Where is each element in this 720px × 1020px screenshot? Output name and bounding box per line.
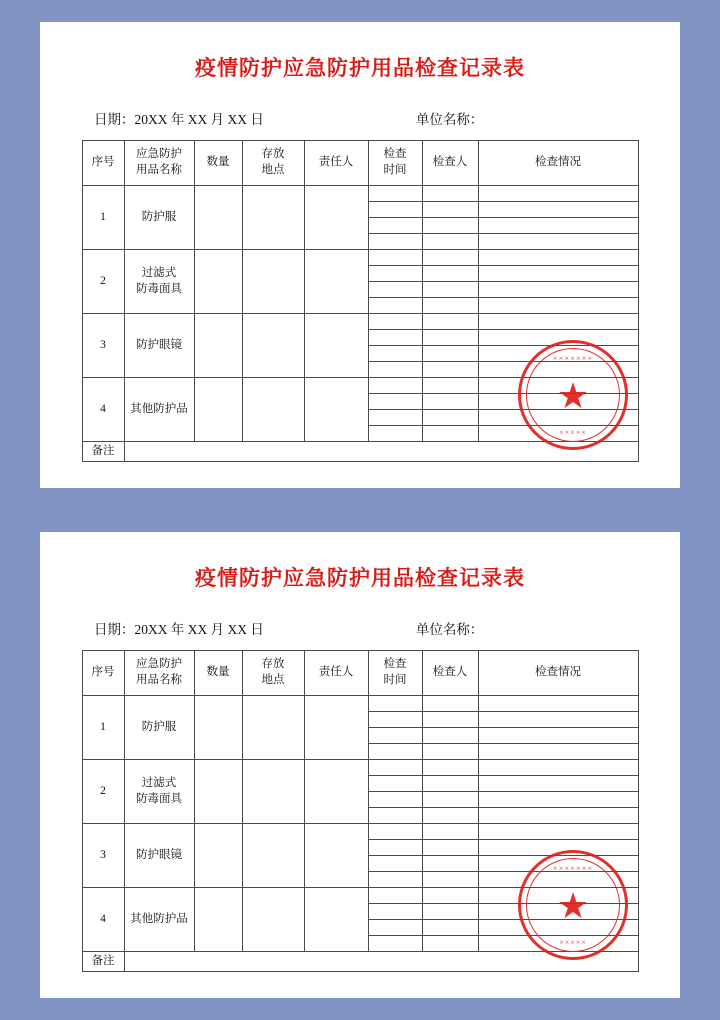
cell-condition[interactable]	[478, 394, 638, 410]
table-row	[82, 378, 638, 394]
cell-item-name	[124, 888, 194, 952]
cell-item-name	[124, 696, 194, 760]
header-cell-no	[82, 651, 124, 696]
remark-value[interactable]	[124, 442, 638, 462]
header-cell-name	[124, 651, 194, 696]
cell-item-name	[124, 824, 194, 888]
table-row	[82, 186, 638, 202]
item-name-line-2: 防毒面具	[136, 792, 182, 805]
header-line-1: 检查	[383, 148, 407, 161]
cell-inspect-time[interactable]	[368, 218, 422, 234]
cell-responsible[interactable]	[304, 888, 368, 952]
cell-condition[interactable]	[478, 266, 638, 282]
header-cell-condition	[478, 141, 638, 186]
cell-responsible[interactable]	[304, 760, 368, 824]
header-line-1: 存放	[261, 658, 285, 671]
item-name-line-1: 其他防护品	[130, 402, 188, 415]
cell-inspect-time[interactable]	[368, 776, 422, 792]
meta-row	[68, 618, 652, 638]
header-cell-inspector	[422, 141, 478, 186]
cell-inspect-time[interactable]	[368, 920, 422, 936]
cell-inspect-time[interactable]	[368, 250, 422, 266]
cell-inspector[interactable]	[422, 266, 478, 282]
cell-no: 2	[82, 760, 124, 824]
page-title: 疫情防护应急防护用品检查记录表	[195, 56, 525, 80]
cell-location[interactable]	[242, 186, 304, 250]
cell-location[interactable]	[242, 760, 304, 824]
header-line-1: 序号	[91, 666, 115, 679]
table-row	[82, 824, 638, 840]
table-body	[82, 186, 638, 462]
cell-inspector[interactable]	[422, 744, 478, 760]
cell-item-name	[124, 186, 194, 250]
table-row	[82, 696, 638, 712]
cell-inspect-time[interactable]	[368, 410, 422, 426]
header-line-2: 用品名称	[136, 164, 182, 176]
cell-inspect-time[interactable]	[368, 394, 422, 410]
cell-inspector[interactable]	[422, 378, 478, 394]
item-name-line-1: 防护服	[141, 210, 177, 223]
header-cell-location	[242, 651, 304, 696]
cell-quantity[interactable]	[194, 824, 242, 888]
seal-top-text: ×××××××	[552, 864, 594, 873]
cell-inspect-time[interactable]	[368, 202, 422, 218]
date-label: 日期：20XX 年 XX 月 XX 日	[94, 112, 264, 127]
header-line-1: 数量	[206, 666, 230, 679]
cell-item-name	[124, 314, 194, 378]
cell-condition[interactable]	[478, 792, 638, 808]
inspection-record-table	[82, 140, 639, 462]
header-cell-responsible	[304, 141, 368, 186]
header-cell-condition	[478, 651, 638, 696]
header-line-1: 责任人	[318, 666, 354, 679]
cell-condition[interactable]	[478, 856, 638, 872]
cell-condition[interactable]	[478, 426, 638, 442]
cell-condition[interactable]	[478, 202, 638, 218]
cell-condition[interactable]	[478, 696, 638, 712]
cell-item-name	[124, 250, 194, 314]
cell-inspect-time[interactable]	[368, 234, 422, 250]
cell-inspect-time[interactable]	[368, 314, 422, 330]
cell-inspect-time[interactable]	[368, 744, 422, 760]
header-line-1: 应急防护	[136, 658, 182, 671]
cell-inspect-time[interactable]	[368, 936, 422, 952]
cell-inspector[interactable]	[422, 920, 478, 936]
item-name-line-1: 过滤式	[141, 776, 177, 789]
cell-inspector[interactable]	[422, 282, 478, 298]
date-label: 日期：20XX 年 XX 月 XX 日	[94, 622, 264, 637]
cell-condition[interactable]	[478, 776, 638, 792]
header-cell-no	[82, 141, 124, 186]
cell-inspect-time[interactable]	[368, 792, 422, 808]
cell-condition[interactable]	[478, 728, 638, 744]
record-sheet-1	[40, 22, 680, 488]
cell-inspect-time[interactable]	[368, 840, 422, 856]
table-row	[82, 760, 638, 776]
remark-row	[82, 952, 638, 972]
item-name-line-1: 防护眼镜	[136, 338, 182, 351]
cell-inspector[interactable]	[422, 410, 478, 426]
header-line-1: 检查人	[432, 666, 468, 679]
cell-condition[interactable]	[478, 712, 638, 728]
remark-label: 备注	[82, 442, 124, 462]
unit-name-label: 单位名称：	[415, 112, 484, 127]
header-line-1: 检查情况	[535, 156, 581, 169]
cell-responsible[interactable]	[304, 186, 368, 250]
table-row	[82, 314, 638, 330]
cell-responsible[interactable]	[304, 824, 368, 888]
cell-inspector[interactable]	[422, 936, 478, 952]
cell-condition[interactable]	[478, 920, 638, 936]
item-name-line-1: 防护眼镜	[136, 848, 182, 861]
cell-inspector[interactable]	[422, 186, 478, 202]
cell-inspector[interactable]	[422, 696, 478, 712]
cell-condition[interactable]	[478, 218, 638, 234]
cell-inspector[interactable]	[422, 792, 478, 808]
cell-condition[interactable]	[478, 378, 638, 394]
cell-condition[interactable]	[478, 314, 638, 330]
cell-location[interactable]	[242, 824, 304, 888]
cell-condition[interactable]	[478, 744, 638, 760]
inspection-record-table	[82, 650, 639, 972]
cell-no: 3	[82, 314, 124, 378]
cell-inspect-time[interactable]	[368, 888, 422, 904]
cell-inspector[interactable]	[422, 250, 478, 266]
cell-inspect-time[interactable]	[368, 426, 422, 442]
remark-value[interactable]	[124, 952, 638, 972]
cell-inspect-time[interactable]	[368, 712, 422, 728]
star-icon: ★	[556, 886, 590, 926]
cell-responsible[interactable]	[304, 250, 368, 314]
table-body	[82, 696, 638, 972]
cell-quantity[interactable]	[194, 314, 242, 378]
cell-inspect-time[interactable]	[368, 298, 422, 314]
cell-location[interactable]	[242, 696, 304, 760]
cell-inspector[interactable]	[422, 760, 478, 776]
header-cell-inspect-time	[368, 651, 422, 696]
cell-condition[interactable]	[478, 250, 638, 266]
cell-inspector[interactable]	[422, 202, 478, 218]
cell-inspect-time[interactable]	[368, 362, 422, 378]
header-line-1: 责任人	[318, 156, 354, 169]
cell-responsible[interactable]	[304, 378, 368, 442]
item-name-line-1: 其他防护品	[130, 912, 188, 925]
header-cell-inspector	[422, 651, 478, 696]
cell-quantity[interactable]	[194, 696, 242, 760]
cell-condition[interactable]	[478, 410, 638, 426]
meta-row	[68, 108, 652, 128]
header-cell-responsible	[304, 651, 368, 696]
cell-inspector[interactable]	[422, 362, 478, 378]
header-line-1: 序号	[91, 156, 115, 169]
cell-inspect-time[interactable]	[368, 346, 422, 362]
cell-condition[interactable]	[478, 936, 638, 952]
cell-inspect-time[interactable]	[368, 904, 422, 920]
header-line-2: 时间	[383, 164, 407, 176]
seal-bottom-text: ×××××	[559, 938, 587, 947]
cell-inspector[interactable]	[422, 234, 478, 250]
cell-inspect-time[interactable]	[368, 330, 422, 346]
cell-inspector[interactable]	[422, 728, 478, 744]
header-cell-quantity	[194, 141, 242, 186]
record-sheet-2	[40, 532, 680, 998]
cell-location[interactable]	[242, 888, 304, 952]
cell-item-name	[124, 378, 194, 442]
cell-condition[interactable]	[478, 362, 638, 378]
cell-item-name	[124, 760, 194, 824]
table-row	[82, 888, 638, 904]
remark-row	[82, 442, 638, 462]
cell-responsible[interactable]	[304, 696, 368, 760]
cell-inspector[interactable]	[422, 394, 478, 410]
cell-location[interactable]	[242, 314, 304, 378]
cell-condition[interactable]	[478, 298, 638, 314]
cell-inspector[interactable]	[422, 888, 478, 904]
cell-condition[interactable]	[478, 824, 638, 840]
cell-inspector[interactable]	[422, 298, 478, 314]
cell-inspector[interactable]	[422, 856, 478, 872]
item-name-line-1: 防护服	[141, 720, 177, 733]
unit-name-label: 单位名称：	[415, 622, 484, 637]
header-line-2: 时间	[383, 674, 407, 686]
table-row	[82, 250, 638, 266]
cell-inspect-time[interactable]	[368, 282, 422, 298]
cell-inspect-time[interactable]	[368, 856, 422, 872]
remark-label: 备注	[82, 952, 124, 972]
cell-quantity[interactable]	[194, 250, 242, 314]
table-header-row	[82, 651, 638, 696]
cell-condition[interactable]	[478, 840, 638, 856]
cell-condition[interactable]	[478, 808, 638, 824]
header-line-1: 检查	[383, 658, 407, 671]
header-line-2: 地点	[261, 674, 285, 686]
cell-quantity[interactable]	[194, 378, 242, 442]
cell-inspector[interactable]	[422, 426, 478, 442]
cell-no: 1	[82, 186, 124, 250]
cell-inspect-time[interactable]	[368, 696, 422, 712]
cell-quantity[interactable]	[194, 760, 242, 824]
cell-inspector[interactable]	[422, 824, 478, 840]
cell-inspect-time[interactable]	[368, 186, 422, 202]
header-line-2: 用品名称	[136, 674, 182, 686]
cell-location[interactable]	[242, 378, 304, 442]
cell-condition[interactable]	[478, 888, 638, 904]
seal-bottom-text: ×××××	[559, 428, 587, 437]
cell-condition[interactable]	[478, 330, 638, 346]
cell-inspector[interactable]	[422, 840, 478, 856]
cell-no: 2	[82, 250, 124, 314]
header-line-1: 数量	[206, 156, 230, 169]
cell-condition[interactable]	[478, 760, 638, 776]
cell-no: 4	[82, 378, 124, 442]
header-line-1: 检查情况	[535, 666, 581, 679]
cell-inspect-time[interactable]	[368, 266, 422, 282]
cell-inspector[interactable]	[422, 218, 478, 234]
cell-quantity[interactable]	[194, 888, 242, 952]
cell-condition[interactable]	[478, 234, 638, 250]
cell-inspector[interactable]	[422, 314, 478, 330]
item-name-line-2: 防毒面具	[136, 282, 182, 295]
cell-inspect-time[interactable]	[368, 760, 422, 776]
cell-inspector[interactable]	[422, 712, 478, 728]
cell-inspect-time[interactable]	[368, 808, 422, 824]
header-cell-inspect-time	[368, 141, 422, 186]
cell-inspect-time[interactable]	[368, 728, 422, 744]
header-line-1: 存放	[261, 148, 285, 161]
star-icon: ★	[556, 376, 590, 416]
cell-inspector[interactable]	[422, 776, 478, 792]
cell-inspector[interactable]	[422, 872, 478, 888]
cell-condition[interactable]	[478, 904, 638, 920]
header-cell-name	[124, 141, 194, 186]
cell-condition[interactable]	[478, 346, 638, 362]
cell-inspect-time[interactable]	[368, 824, 422, 840]
header-line-1: 检查人	[432, 156, 468, 169]
cell-inspect-time[interactable]	[368, 872, 422, 888]
cell-no: 3	[82, 824, 124, 888]
cell-responsible[interactable]	[304, 314, 368, 378]
cell-quantity[interactable]	[194, 186, 242, 250]
cell-inspector[interactable]	[422, 346, 478, 362]
cell-inspector[interactable]	[422, 330, 478, 346]
cell-condition[interactable]	[478, 872, 638, 888]
cell-condition[interactable]	[478, 282, 638, 298]
cell-no: 1	[82, 696, 124, 760]
header-line-2: 地点	[261, 164, 285, 176]
cell-inspector[interactable]	[422, 904, 478, 920]
header-cell-location	[242, 141, 304, 186]
item-name-line-1: 过滤式	[141, 266, 177, 279]
page-title: 疫情防护应急防护用品检查记录表	[195, 566, 525, 590]
header-line-1: 应急防护	[136, 148, 182, 161]
cell-inspect-time[interactable]	[368, 378, 422, 394]
cell-no: 4	[82, 888, 124, 952]
seal-top-text: ×××××××	[552, 354, 594, 363]
table-header-row	[82, 141, 638, 186]
cell-location[interactable]	[242, 250, 304, 314]
cell-condition[interactable]	[478, 186, 638, 202]
header-cell-quantity	[194, 651, 242, 696]
cell-inspector[interactable]	[422, 808, 478, 824]
